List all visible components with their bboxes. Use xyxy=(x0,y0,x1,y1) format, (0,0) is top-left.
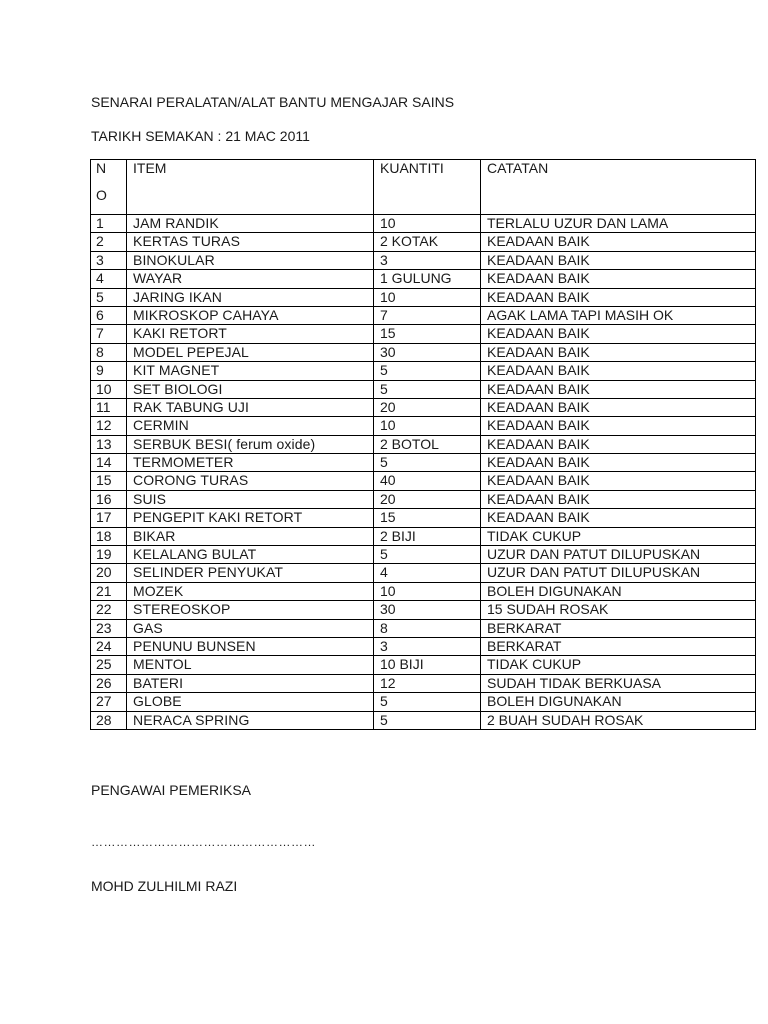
table-header-row xyxy=(91,160,756,215)
cell-kuantiti: 20 xyxy=(374,490,481,508)
cell-no: 7 xyxy=(91,325,127,343)
cell-kuantiti: 2 KOTAK xyxy=(374,233,481,251)
cell-no: 8 xyxy=(91,343,127,361)
cell-item: SET BIOLOGI xyxy=(127,380,374,398)
cell-no: 10 xyxy=(91,380,127,398)
table-row xyxy=(91,343,756,361)
cell-item: RAK TABUNG UJI xyxy=(127,398,374,416)
cell-no: 28 xyxy=(91,711,127,729)
cell-kuantiti: 30 xyxy=(374,601,481,619)
cell-no: 14 xyxy=(91,454,127,472)
cell-kuantiti: 2 BOTOL xyxy=(374,435,481,453)
cell-no: 25 xyxy=(91,656,127,674)
cell-item: STEREOSKOP xyxy=(127,601,374,619)
table-row xyxy=(91,288,756,306)
cell-item: KIT MAGNET xyxy=(127,362,374,380)
cell-catatan: TIDAK CUKUP xyxy=(481,527,756,545)
cell-catatan: KEADAAN BAIK xyxy=(481,472,756,490)
cell-item: BINOKULAR xyxy=(127,251,374,269)
header-kuantiti: KUANTITI xyxy=(374,160,481,215)
cell-no: 15 xyxy=(91,472,127,490)
header-no-line1: N xyxy=(96,160,107,176)
cell-catatan: KEADAAN BAIK xyxy=(481,417,756,435)
cell-no: 23 xyxy=(91,619,127,637)
cell-kuantiti: 10 xyxy=(374,288,481,306)
cell-catatan: KEADAAN BAIK xyxy=(481,288,756,306)
cell-no: 6 xyxy=(91,306,127,324)
table-row xyxy=(91,564,756,582)
cell-no: 19 xyxy=(91,546,127,564)
cell-catatan: UZUR DAN PATUT DILUPUSKAN xyxy=(481,546,756,564)
cell-item: NERACA SPRING xyxy=(127,711,374,729)
table-row xyxy=(91,270,756,288)
cell-item: GAS xyxy=(127,619,374,637)
cell-no: 27 xyxy=(91,693,127,711)
cell-kuantiti: 4 xyxy=(374,564,481,582)
cell-catatan: KEADAAN BAIK xyxy=(481,454,756,472)
table-row xyxy=(91,582,756,600)
table-row xyxy=(91,656,756,674)
cell-no: 11 xyxy=(91,398,127,416)
cell-catatan: BOLEH DIGUNAKAN xyxy=(481,582,756,600)
cell-catatan: BOLEH DIGUNAKAN xyxy=(481,693,756,711)
cell-item: SERBUK BESI( ferum oxide) xyxy=(127,435,374,453)
cell-item: MENTOL xyxy=(127,656,374,674)
cell-no: 22 xyxy=(91,601,127,619)
cell-kuantiti: 5 xyxy=(374,546,481,564)
cell-catatan: KEADAAN BAIK xyxy=(481,398,756,416)
cell-item: KELALANG BULAT xyxy=(127,546,374,564)
cell-catatan: SUDAH TIDAK BERKUASA xyxy=(481,674,756,692)
table-row xyxy=(91,601,756,619)
inspection-date: TARIKH SEMAKAN : 21 MAC 2011 xyxy=(91,128,310,144)
table-row xyxy=(91,306,756,324)
cell-catatan: BERKARAT xyxy=(481,619,756,637)
cell-kuantiti: 20 xyxy=(374,398,481,416)
cell-kuantiti: 10 xyxy=(374,582,481,600)
cell-no: 5 xyxy=(91,288,127,306)
cell-catatan: KEADAAN BAIK xyxy=(481,251,756,269)
cell-kuantiti: 15 xyxy=(374,509,481,527)
cell-catatan: KEADAAN BAIK xyxy=(481,490,756,508)
cell-catatan: KEADAAN BAIK xyxy=(481,233,756,251)
cell-catatan: AGAK LAMA TAPI MASIH OK xyxy=(481,306,756,324)
table-row xyxy=(91,490,756,508)
cell-no: 12 xyxy=(91,417,127,435)
table-row xyxy=(91,380,756,398)
cell-no: 16 xyxy=(91,490,127,508)
document-title: SENARAI PERALATAN/ALAT BANTU MENGAJAR SAINS xyxy=(91,94,455,110)
cell-item: WAYAR xyxy=(127,270,374,288)
cell-item: BIKAR xyxy=(127,527,374,545)
cell-catatan: KEADAAN BAIK xyxy=(481,380,756,398)
equipment-table xyxy=(90,159,756,730)
signature-line: ……………………………………………… xyxy=(91,835,316,849)
table-row xyxy=(91,325,756,343)
cell-kuantiti: 5 xyxy=(374,693,481,711)
table-row xyxy=(91,417,756,435)
table-row xyxy=(91,509,756,527)
cell-item: CORONG TURAS xyxy=(127,472,374,490)
cell-catatan: UZUR DAN PATUT DILUPUSKAN xyxy=(481,564,756,582)
cell-kuantiti: 8 xyxy=(374,619,481,637)
header-no xyxy=(91,160,127,215)
table-row xyxy=(91,362,756,380)
cell-kuantiti: 3 xyxy=(374,251,481,269)
table-row xyxy=(91,619,756,637)
cell-no: 9 xyxy=(91,362,127,380)
cell-item: MODEL PEPEJAL xyxy=(127,343,374,361)
table-row xyxy=(91,454,756,472)
cell-kuantiti: 10 xyxy=(374,215,481,233)
table-row xyxy=(91,674,756,692)
cell-no: 1 xyxy=(91,215,127,233)
cell-item: CERMIN xyxy=(127,417,374,435)
cell-kuantiti: 2 BIJI xyxy=(374,527,481,545)
cell-item: TERMOMETER xyxy=(127,454,374,472)
cell-item: SELINDER PENYUKAT xyxy=(127,564,374,582)
cell-kuantiti: 10 xyxy=(374,417,481,435)
cell-kuantiti: 1 GULUNG xyxy=(374,270,481,288)
cell-no: 20 xyxy=(91,564,127,582)
cell-item: BATERI xyxy=(127,674,374,692)
officer-name: MOHD ZULHILMI RAZI xyxy=(91,878,238,894)
header-no-line2: O xyxy=(96,187,107,203)
cell-item: PENGEPIT KAKI RETORT xyxy=(127,509,374,527)
cell-kuantiti: 10 BIJI xyxy=(374,656,481,674)
cell-kuantiti: 15 xyxy=(374,325,481,343)
table-row xyxy=(91,527,756,545)
cell-kuantiti: 40 xyxy=(374,472,481,490)
cell-no: 17 xyxy=(91,509,127,527)
cell-item: GLOBE xyxy=(127,693,374,711)
officer-label: PENGAWAI PEMERIKSA xyxy=(91,782,251,798)
cell-kuantiti: 5 xyxy=(374,711,481,729)
cell-catatan: KEADAAN BAIK xyxy=(481,343,756,361)
cell-kuantiti: 5 xyxy=(374,380,481,398)
cell-no: 26 xyxy=(91,674,127,692)
cell-no: 24 xyxy=(91,637,127,655)
cell-no: 18 xyxy=(91,527,127,545)
cell-item: KAKI RETORT xyxy=(127,325,374,343)
table-row xyxy=(91,251,756,269)
cell-catatan: KEADAAN BAIK xyxy=(481,362,756,380)
header-item: ITEM xyxy=(127,160,374,215)
cell-item: PENUNU BUNSEN xyxy=(127,637,374,655)
cell-kuantiti: 12 xyxy=(374,674,481,692)
cell-no: 4 xyxy=(91,270,127,288)
cell-catatan: KEADAAN BAIK xyxy=(481,325,756,343)
cell-no: 21 xyxy=(91,582,127,600)
table-row xyxy=(91,398,756,416)
cell-kuantiti: 5 xyxy=(374,454,481,472)
cell-catatan: BERKARAT xyxy=(481,637,756,655)
table-row xyxy=(91,472,756,490)
table-row xyxy=(91,711,756,729)
cell-item: KERTAS TURAS xyxy=(127,233,374,251)
cell-no: 13 xyxy=(91,435,127,453)
cell-catatan: TERLALU UZUR DAN LAMA xyxy=(481,215,756,233)
cell-kuantiti: 5 xyxy=(374,362,481,380)
cell-catatan: 2 BUAH SUDAH ROSAK xyxy=(481,711,756,729)
header-catatan: CATATAN xyxy=(481,160,756,215)
table-row xyxy=(91,233,756,251)
cell-item: JAM RANDIK xyxy=(127,215,374,233)
cell-item: MOZEK xyxy=(127,582,374,600)
table-row xyxy=(91,637,756,655)
cell-catatan: 15 SUDAH ROSAK xyxy=(481,601,756,619)
cell-no: 3 xyxy=(91,251,127,269)
cell-kuantiti: 3 xyxy=(374,637,481,655)
cell-kuantiti: 7 xyxy=(374,306,481,324)
cell-catatan: TIDAK CUKUP xyxy=(481,656,756,674)
table-row xyxy=(91,693,756,711)
cell-kuantiti: 30 xyxy=(374,343,481,361)
table-row xyxy=(91,215,756,233)
cell-catatan: KEADAAN BAIK xyxy=(481,270,756,288)
table-row xyxy=(91,546,756,564)
cell-item: MIKROSKOP CAHAYA xyxy=(127,306,374,324)
cell-no: 2 xyxy=(91,233,127,251)
cell-catatan: KEADAAN BAIK xyxy=(481,509,756,527)
cell-item: JARING IKAN xyxy=(127,288,374,306)
cell-item: SUIS xyxy=(127,490,374,508)
table-row xyxy=(91,435,756,453)
cell-catatan: KEADAAN BAIK xyxy=(481,435,756,453)
